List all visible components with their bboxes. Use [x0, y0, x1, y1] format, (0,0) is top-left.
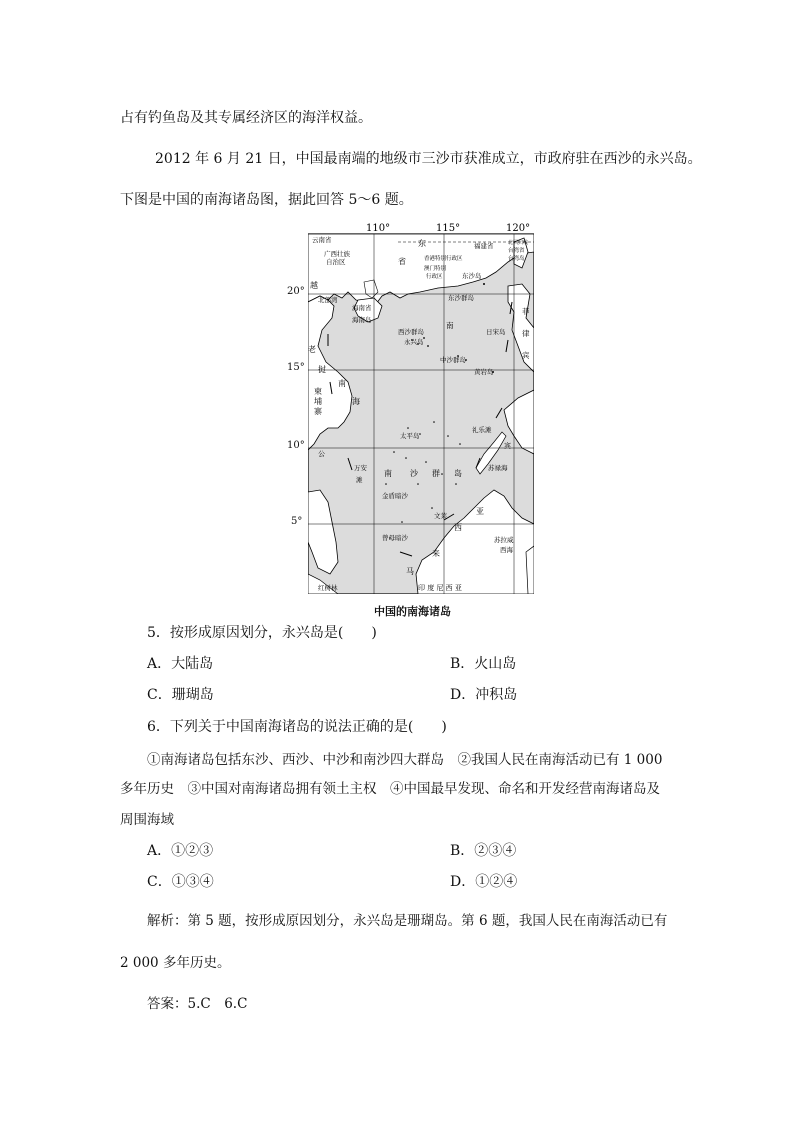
- q6-statement-line3: 周围海域: [120, 812, 174, 828]
- text-line-0: 占有钓鱼岛及其专属经济区的海洋权益。: [120, 110, 372, 126]
- svg-text:宾: 宾: [522, 351, 530, 360]
- svg-text:岛: 岛: [454, 469, 462, 478]
- svg-text:西沙群岛: 西沙群岛: [398, 328, 424, 336]
- svg-text:金盾暗沙: 金盾暗沙: [382, 492, 408, 500]
- text-line-2: 下图是中国的南海诸岛图，据此回答 5～6 题。: [120, 192, 413, 208]
- svg-text:亚: 亚: [476, 507, 484, 516]
- svg-text:文莱: 文莱: [434, 512, 447, 520]
- svg-text:苏禄海: 苏禄海: [488, 464, 508, 472]
- svg-text:寨: 寨: [314, 407, 322, 416]
- q6-option-b: B．②③④: [450, 843, 517, 859]
- svg-text:东: 东: [418, 239, 426, 248]
- q6-option-a: A．①②③: [147, 843, 214, 859]
- svg-text:菲: 菲: [522, 307, 530, 316]
- svg-text:北回归线: 北回归线: [508, 240, 529, 246]
- svg-text:自治区: 自治区: [326, 258, 346, 266]
- svg-text:马: 马: [406, 567, 414, 576]
- q5-option-d: D．冲积岛: [450, 687, 518, 703]
- svg-text:省: 省: [398, 257, 406, 266]
- svg-text:福建省: 福建省: [474, 242, 494, 250]
- svg-text:苏拉威: 苏拉威: [494, 536, 514, 544]
- text-line-1: 2012 年 6 月 21 日，中国最南端的地级市三沙市获准成立，市政府驻在西沙的永兴岛。: [155, 151, 702, 167]
- svg-text:南: 南: [384, 469, 392, 478]
- q6-option-d: D．①②④: [450, 874, 518, 890]
- answer-line: 答案：5.C 6.C: [147, 996, 248, 1012]
- svg-text:东沙群岛: 东沙群岛: [448, 294, 474, 302]
- svg-text:台湾省: 台湾省: [508, 248, 525, 254]
- q5-option-a: A．大陆岛: [147, 656, 214, 672]
- svg-text:永兴岛: 永兴岛: [404, 338, 424, 346]
- svg-text:公: 公: [318, 450, 325, 458]
- svg-text:西: 西: [454, 523, 462, 532]
- q5-stem: 5．按形成原因划分，永兴岛是( ): [147, 625, 377, 641]
- svg-text:红树林: 红树林: [318, 584, 338, 592]
- svg-text:礼乐滩: 礼乐滩: [472, 426, 492, 434]
- map-caption: 中国的南海诸岛: [374, 605, 451, 618]
- svg-text:南: 南: [338, 379, 346, 388]
- analysis-line2: 2 000 多年历史。: [120, 955, 231, 971]
- svg-text:西海: 西海: [500, 546, 513, 554]
- q5-option-b: B．火山岛: [450, 656, 517, 672]
- svg-text:行政区: 行政区: [426, 274, 443, 280]
- svg-text:中沙群岛: 中沙群岛: [440, 356, 466, 364]
- svg-text:海: 海: [352, 397, 360, 406]
- svg-text:老: 老: [308, 345, 316, 354]
- svg-text:海南岛: 海南岛: [352, 316, 372, 324]
- q6-statement-line1: ①南海诸岛包括东沙、西沙、中沙和南沙四大群岛 ②我国人民在南海活动已有 1 000: [147, 752, 663, 768]
- svg-text:台湾岛: 台湾岛: [508, 256, 525, 262]
- svg-text:挝: 挝: [318, 365, 326, 374]
- lon-label: 110°: [366, 223, 391, 234]
- svg-text:印 度 尼 西 亚: 印 度 尼 西 亚: [418, 584, 462, 592]
- lon-label: 120°: [506, 223, 531, 234]
- svg-text:曾母暗沙: 曾母暗沙: [382, 534, 408, 542]
- svg-text:滩: 滩: [356, 476, 363, 484]
- q6-statement-line2: 多年历史 ③中国对南海诸岛拥有领土主权 ④中国最早发现、命名和开发经营南海诸岛及: [120, 781, 660, 797]
- svg-text:香港特别行政区: 香港特别行政区: [424, 256, 463, 262]
- lon-label: 115°: [436, 223, 461, 234]
- svg-text:太平岛: 太平岛: [400, 432, 420, 440]
- q6-stem: 6．下列关于中国南海诸岛的说法正确的是( ): [147, 719, 447, 735]
- svg-text:越: 越: [310, 281, 318, 290]
- q6-option-c: C．①③④: [147, 874, 214, 890]
- svg-text:澳门特别: 澳门特别: [424, 266, 447, 272]
- svg-text:南: 南: [446, 321, 454, 330]
- svg-text:沙: 沙: [410, 469, 418, 478]
- svg-text:律: 律: [522, 329, 530, 338]
- svg-text:万安: 万安: [354, 464, 367, 472]
- lat-label-5: 5°: [291, 516, 303, 527]
- svg-text:宾: 宾: [504, 442, 511, 450]
- svg-text:群: 群: [432, 469, 440, 478]
- south-china-sea-map: [308, 222, 534, 594]
- svg-text:来: 来: [432, 549, 440, 558]
- svg-text:黄岩岛: 黄岩岛: [474, 368, 494, 376]
- lat-label-15: 15°: [287, 362, 305, 373]
- svg-text:埔: 埔: [314, 397, 322, 406]
- svg-text:东沙岛: 东沙岛: [462, 272, 482, 280]
- lat-label-10: 10°: [287, 440, 305, 451]
- svg-text:柬: 柬: [314, 387, 322, 396]
- svg-text:海南省: 海南省: [352, 304, 372, 312]
- svg-text:日宋岛: 日宋岛: [486, 328, 506, 336]
- lat-label-20: 20°: [287, 286, 305, 297]
- svg-text:广西壮族: 广西壮族: [324, 250, 350, 258]
- analysis-line1: 解析：第 5 题，按形成原因划分，永兴岛是珊瑚岛。第 6 题，我国人民在南海活动已有: [147, 913, 668, 929]
- svg-text:北部湾: 北部湾: [318, 296, 338, 304]
- q5-option-c: C．珊瑚岛: [147, 687, 214, 703]
- svg-text:云南省: 云南省: [312, 236, 332, 244]
